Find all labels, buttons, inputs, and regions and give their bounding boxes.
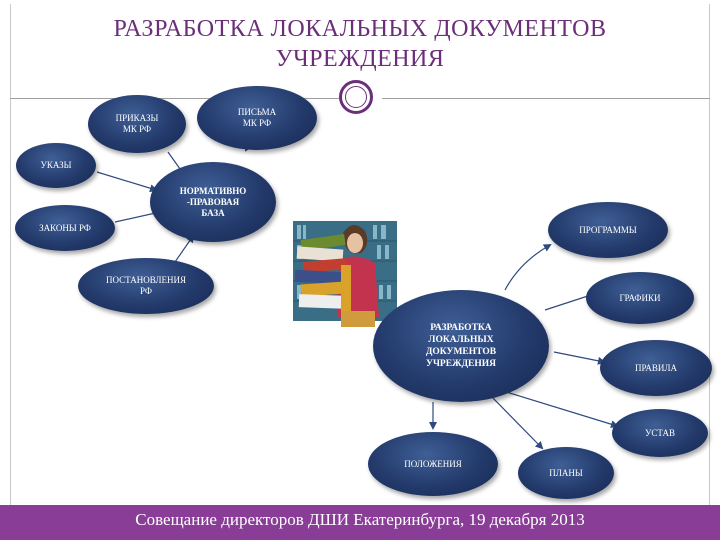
woman-with-books-illustration — [283, 213, 400, 327]
arrow-razrabotka-to-pravila — [554, 352, 604, 362]
node-postanovleniya: ПОСТАНОВЛЕНИЯ РФ — [78, 258, 214, 314]
arrow-ukazy-to-normativ — [97, 172, 156, 190]
node-normativno-pravovaya-baza: НОРМАТИВНО -ПРАВОВАЯ БАЗА — [150, 162, 276, 242]
arrow-postanovleniya-to-normativ — [175, 236, 193, 262]
arrow-razrabotka-to-plany — [490, 395, 542, 448]
node-prikazy: ПРИКАЗЫ МК РФ — [88, 95, 186, 153]
node-ukazy: УКАЗЫ — [16, 143, 96, 188]
footer-text: Совещание директоров ДШИ Екатеринбурга, 19 декабря 2013 — [135, 510, 585, 529]
arrow-razrabotka-to-programmy — [505, 245, 550, 290]
node-programmy: ПРОГРАММЫ — [548, 202, 668, 258]
arrow-razrabotka-to-ustav — [500, 390, 617, 426]
slide-title: РАЗРАБОТКА ЛОКАЛЬНЫХ ДОКУМЕНТОВ УЧРЕЖДЕНИЯ — [113, 16, 607, 72]
node-pisma: ПИСЬМА МК РФ — [197, 86, 317, 150]
node-grafiki: ГРАФИКИ — [586, 272, 694, 324]
node-ustav: УСТАВ — [612, 409, 708, 457]
node-pravila: ПРАВИЛА — [600, 340, 712, 396]
node-razrabotka-center: РАЗРАБОТКА ЛОКАЛЬНЫХ ДОКУМЕНТОВ УЧРЕЖДЕНИЯ — [373, 290, 549, 402]
footer-bar — [0, 505, 720, 540]
node-zakony: ЗАКОНЫ РФ — [15, 205, 115, 251]
node-polozheniya: ПОЛОЖЕНИЯ — [368, 432, 498, 496]
node-plany: ПЛАНЫ — [518, 447, 614, 499]
